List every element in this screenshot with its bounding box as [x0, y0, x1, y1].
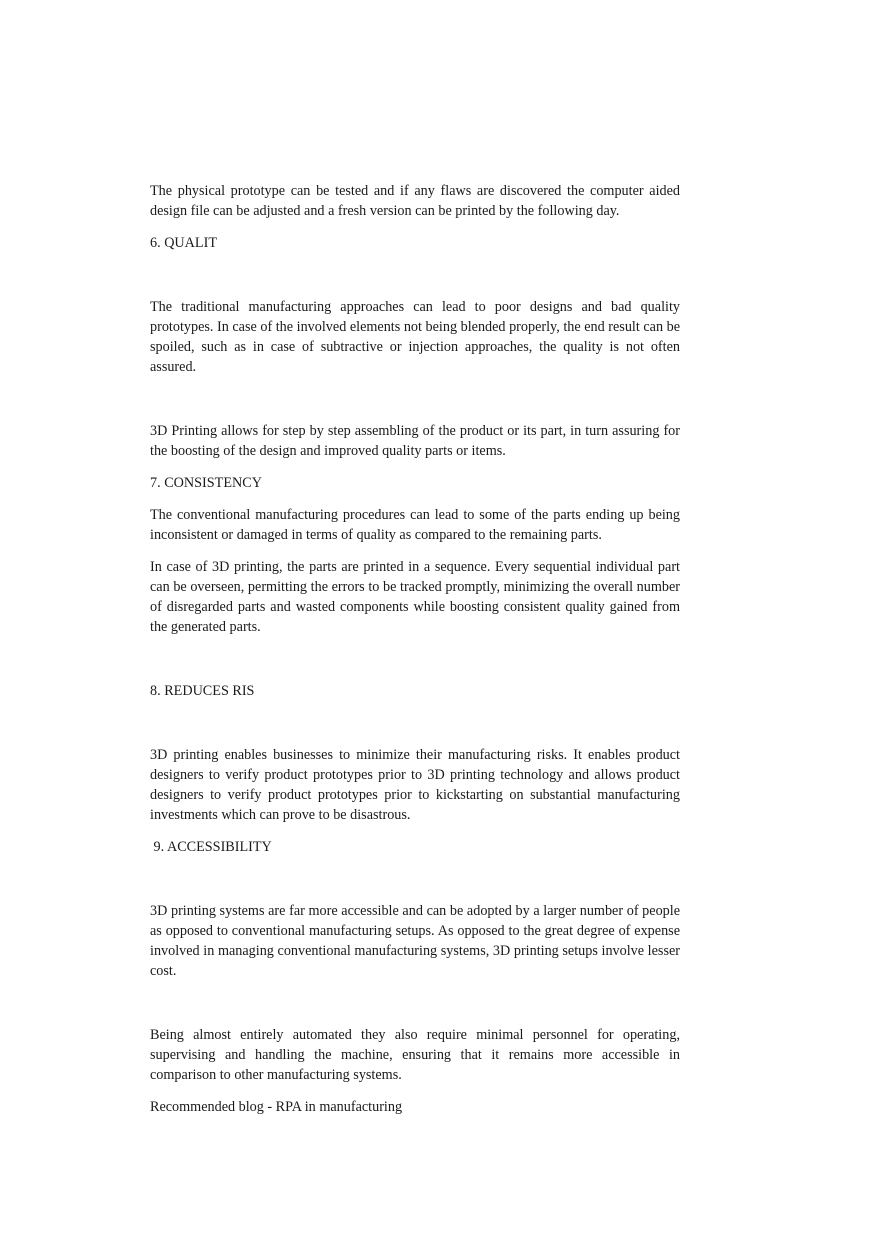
- paragraph-automation: Being almost entirely automated they also require minimal personnel for operating, supervising and handling the machine, ensuring that it remains more accessible in comparison to other manufacturing systems.: [150, 1027, 680, 1083]
- document-page: [150, 181, 680, 1117]
- heading-reduces-risk: 8. REDUCES RIS: [150, 683, 255, 699]
- paragraph-prototype-testing: The physical prototype can be tested and if any flaws are discovered the computer aided design file can be adjusted and a fresh version can be printed by the following day.: [150, 183, 680, 219]
- heading-quality: 6. QUALIT: [150, 235, 217, 251]
- paragraph-traditional-quality: The traditional manufacturing approaches can lead to poor designs and bad quality prototypes. In case of the involved elements not being blended properly, the end result can be spoiled, such as in case of subtractive or injection approaches, the quality is not often assured.: [150, 299, 680, 375]
- paragraph-3d-quality: 3D Printing allows for step by step assembling of the product or its part, in turn assuring for the boosting of the design and improved quality parts or items.: [150, 423, 680, 459]
- paragraph-risk: 3D printing enables businesses to minimize their manufacturing risks. It enables product designers to verify product prototypes prior to 3D printing technology and allows product designers to verify product prototypes prior to kickstarting on substantial manufacturing investments which can prove to be disastrous.: [150, 747, 680, 823]
- paragraph-3d-consistency: In case of 3D printing, the parts are printed in a sequence. Every sequential individual part can be overseen, permitting the errors to be tracked promptly, minimizing the overall number of disregarded parts and wasted components while boosting consistent quality gained from the generated parts.: [150, 559, 680, 635]
- paragraph-accessibility: 3D printing systems are far more accessible and can be adopted by a larger number of people as opposed to conventional manufacturing setups. As opposed to the great degree of expense involved in managing conventional manufacturing systems, 3D printing setups involve lesser cost.: [150, 903, 680, 979]
- recommended-blog-link[interactable]: Recommended blog - RPA in manufacturing: [150, 1099, 403, 1115]
- heading-consistency: 7. CONSISTENCY: [150, 475, 262, 491]
- heading-accessibility: 9. ACCESSIBILITY: [150, 839, 272, 855]
- paragraph-conventional-consistency: The conventional manufacturing procedures can lead to some of the parts ending up being inconsistent or damaged in terms of quality as compared to the remaining parts.: [150, 507, 680, 543]
